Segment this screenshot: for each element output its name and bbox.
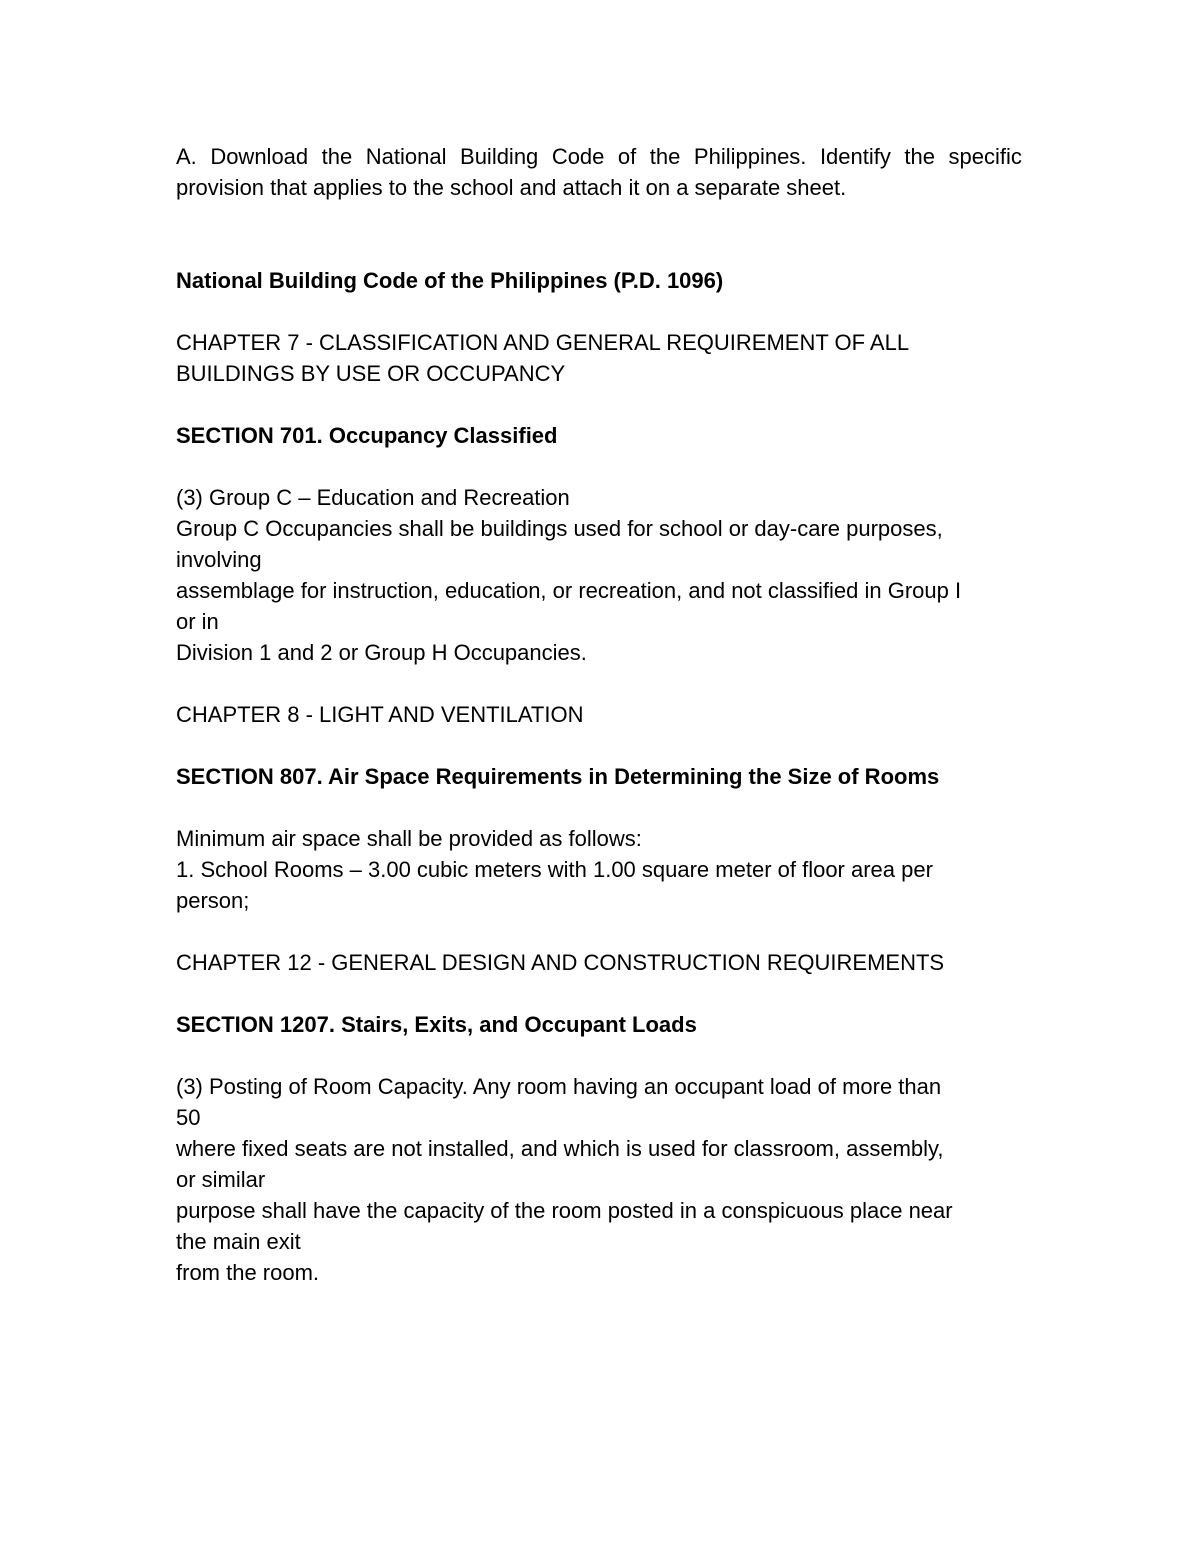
intro-word: of: [617, 144, 637, 169]
section-701-body-line: assemblage for instruction, education, or recreation, and not classified in Group I: [176, 578, 962, 603]
intro-word: A.: [176, 144, 197, 169]
section-1207-title: SECTION 1207. Stairs, Exits, and Occupant Loads: [176, 1012, 697, 1037]
spacer: [176, 203, 1046, 234]
spacer: [176, 730, 1046, 761]
section-807-body-line: person;: [176, 888, 250, 913]
section-807-body-line: 1. School Rooms – 3.00 cubic meters with 1.00 square meter of floor area per: [176, 857, 933, 882]
code-title: National Building Code of the Philippines (P.D. 1096): [176, 268, 724, 293]
intro-word: Download: [210, 144, 309, 169]
section-1207-body-line: or similar: [176, 1167, 266, 1192]
intro-word: National: [365, 144, 447, 169]
section-807-body-line: Minimum air space shall be provided as follows:: [176, 826, 642, 851]
spacer: [176, 234, 1046, 265]
intro-word: Code: [551, 144, 605, 169]
intro-word: specific: [948, 144, 1022, 169]
intro-word: Identify: [819, 144, 891, 169]
document-page: [176, 141, 1046, 1288]
chapter-7-title-line-1: CHAPTER 7 - CLASSIFICATION AND GENERAL REQUIREMENT OF ALL: [176, 330, 910, 355]
section-1207-body-line: (3) Posting of Room Capacity. Any room having an occupant load of more than: [176, 1074, 942, 1099]
section-1207-body-line: from the room.: [176, 1260, 320, 1285]
section-1207-body-line: where fixed seats are not installed, and which is used for classroom, assembly,: [176, 1136, 944, 1161]
section-1207-body-line: 50: [176, 1105, 201, 1130]
spacer: [176, 668, 1046, 699]
intro-line-2: provision that applies to the school and attach it on a separate sheet.: [176, 175, 847, 200]
spacer: [176, 1040, 1046, 1071]
section-701-body-line: Group C Occupancies shall be buildings used for school or day-care purposes,: [176, 516, 943, 541]
section-701-title: SECTION 701. Occupancy Classified: [176, 423, 558, 448]
section-1207-body-line: the main exit: [176, 1229, 301, 1254]
section-701-body-line: involving: [176, 547, 262, 572]
section-701-body-line: Division 1 and 2 or Group H Occupancies.: [176, 640, 587, 665]
intro-word: Building: [460, 144, 539, 169]
intro-word: the: [904, 144, 935, 169]
section-807-title: SECTION 807. Air Space Requirements in Determining the Size of Rooms: [176, 764, 940, 789]
section-701-body-line: or in: [176, 609, 219, 634]
chapter-7-title-line-2: BUILDINGS BY USE OR OCCUPANCY: [176, 361, 566, 386]
spacer: [176, 978, 1046, 1009]
intro-line-1: [176, 141, 1022, 172]
spacer: [176, 296, 1046, 327]
spacer: [176, 451, 1046, 482]
section-701-body-line: (3) Group C – Education and Recreation: [176, 485, 570, 510]
chapter-12-title: CHAPTER 12 - GENERAL DESIGN AND CONSTRUCTION REQUIREMENTS: [176, 950, 945, 975]
spacer: [176, 916, 1046, 947]
section-1207-body-line: purpose shall have the capacity of the room posted in a conspicuous place near: [176, 1198, 953, 1223]
intro-word: the: [321, 144, 353, 169]
intro-word: Philippines.: [693, 144, 807, 169]
spacer: [176, 389, 1046, 420]
spacer: [176, 792, 1046, 823]
chapter-8-title: CHAPTER 8 - LIGHT AND VENTILATION: [176, 702, 584, 727]
intro-word: the: [649, 144, 681, 169]
